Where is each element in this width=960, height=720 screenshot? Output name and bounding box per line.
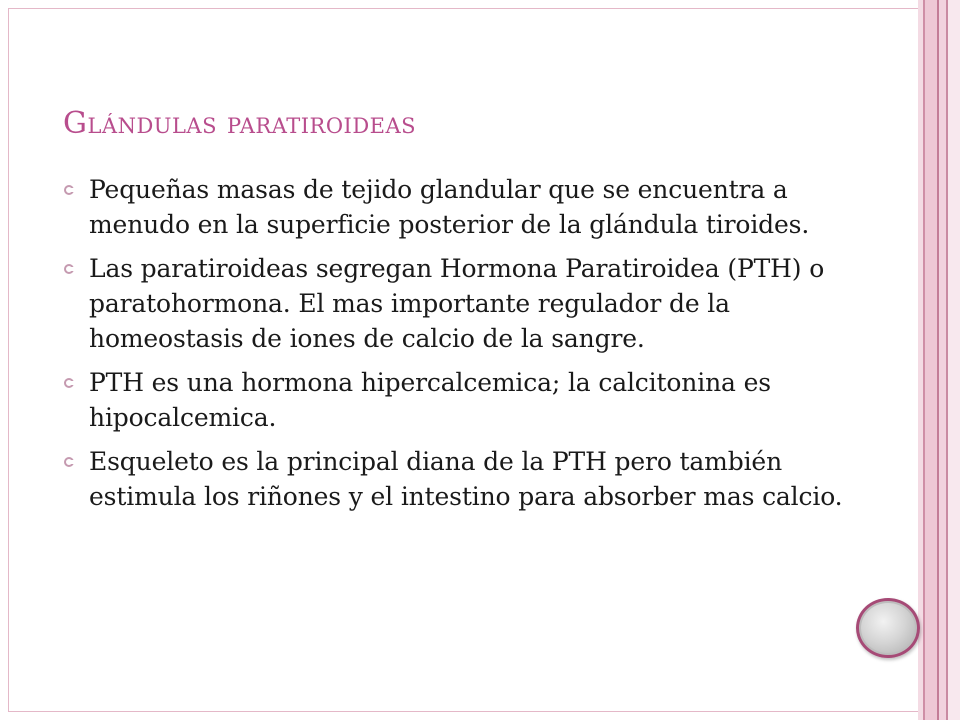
bullet-text: Las paratiroideas segregan Hormona Paratiroidea (PTH) o paratohormona. El mas importante regulador de la homeostasis de iones de calcio de la sangre.	[89, 254, 825, 353]
decorative-stripe	[939, 0, 946, 720]
bullet-item	[60, 251, 850, 356]
decorative-stripe	[948, 0, 960, 720]
ring-bullet-icon	[64, 378, 74, 388]
bullet-item	[60, 365, 850, 435]
bullet-item	[60, 444, 850, 514]
round-button-icon[interactable]	[856, 598, 920, 658]
slide-title: Glándulas paratiroideas	[63, 106, 417, 141]
ring-bullet-icon	[64, 264, 74, 274]
bullet-list	[60, 172, 850, 523]
bullet-text: Pequeñas masas de tejido glandular que se encuentra a menudo en la superficie posterior de la glándula tiroides.	[89, 175, 810, 239]
bullet-text: Esqueleto es la principal diana de la PTH pero también estimula los riñones y el intestino para absorber mas calcio.	[89, 447, 843, 511]
bullet-item	[60, 172, 850, 242]
ring-bullet-icon	[64, 457, 74, 467]
bullet-text: PTH es una hormona hipercalcemica; la calcitonina es hipocalcemica.	[89, 368, 771, 432]
ring-bullet-icon	[64, 185, 74, 195]
decorative-stripe	[925, 0, 937, 720]
